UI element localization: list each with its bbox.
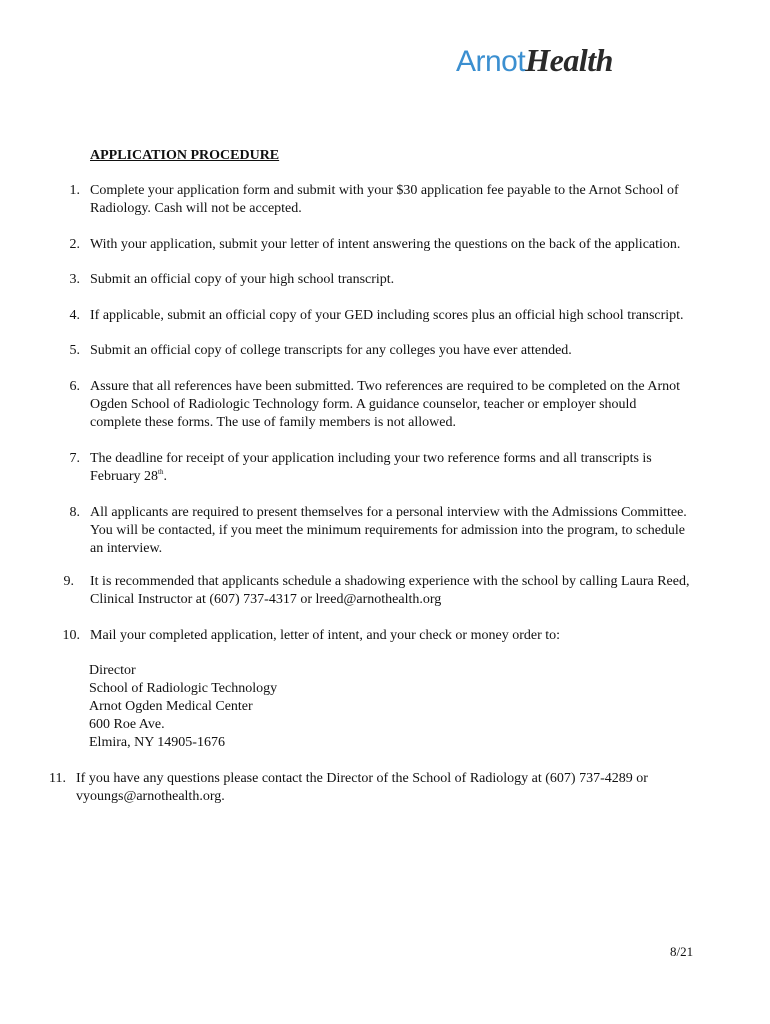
deadline-date: February 28: [90, 469, 159, 484]
address-line: Director: [89, 663, 136, 678]
revision-date: 8/21: [670, 944, 694, 959]
item-text: [90, 236, 680, 254]
item-text: [90, 504, 687, 558]
page-title: APPLICATION PROCEDURE: [90, 148, 280, 163]
logo-arnot-text: Arnot: [456, 45, 526, 78]
item-text: [90, 573, 689, 609]
item-line: Clinical Instructor at (607) 737-4317 or lreed@arnothealth.org: [90, 592, 442, 607]
address-line: 600 Roe Ave.: [89, 717, 165, 732]
mailing-address: [89, 662, 277, 752]
item-line: All applicants are required to present themselves for a personal interview with the Admissions Committee.: [90, 505, 687, 520]
item-text: [90, 307, 684, 325]
item-text: [90, 627, 560, 645]
item-line: The deadline for receipt of your application including your two reference forms and all transcripts is: [90, 451, 652, 466]
logo-health-text: Health: [525, 42, 613, 78]
item-number: 4.: [69, 308, 80, 323]
item-line: It is recommended that applicants schedule a shadowing experience with the school by calling Laura Reed,: [90, 574, 690, 589]
item-number: 2.: [69, 237, 80, 252]
item-line: Submit an official copy of college transcripts for any colleges you have ever attended.: [90, 343, 572, 358]
item-line: Radiology. Cash will not be accepted.: [90, 201, 302, 216]
item-line: Mail your completed application, letter of intent, and your check or money order to:: [90, 628, 561, 643]
item-text: [90, 271, 394, 289]
item-text: [90, 378, 680, 432]
item-text: [76, 770, 648, 806]
item-number: 7.: [69, 451, 80, 466]
address-line: Elmira, NY 14905-1676: [89, 735, 225, 750]
item-line: complete these forms. The use of family members is not allowed.: [90, 415, 456, 430]
item-number: 8.: [69, 505, 80, 520]
arnot-health-logo: [456, 40, 613, 80]
item-line: Complete your application form and submit with your $30 application fee payable to the Arnot School of: [90, 183, 679, 198]
item-line: an interview.: [90, 541, 163, 556]
item-line: If applicable, submit an official copy of your GED including scores plus an official high school transcript.: [90, 308, 684, 323]
item-number: 5.: [69, 343, 80, 358]
item-line: Assure that all references have been submitted. Two references are required to be completed on the Arnot: [90, 379, 681, 394]
item-number: 6.: [69, 379, 80, 394]
item-line: Submit an official copy of your high school transcript.: [90, 272, 395, 287]
address-line: School of Radiologic Technology: [89, 681, 278, 696]
item-line: If you have any questions please contact the Director of the School of Radiology at (607) 737-4289 or: [76, 771, 648, 786]
address-line: Arnot Ogden Medical Center: [89, 699, 253, 714]
item-number: 1.: [69, 183, 80, 198]
item-line: With your application, submit your letter of intent answering the questions on the back of the application.: [90, 237, 681, 252]
deadline-period: .: [163, 469, 167, 484]
item-number: 3.: [69, 272, 80, 287]
item-text: [90, 450, 652, 486]
item-number: 11.: [49, 771, 66, 786]
item-text: [90, 342, 572, 360]
item-line: vyoungs@arnothealth.org.: [76, 789, 225, 804]
item-number: 9.: [63, 574, 74, 589]
deadline-superscript: th: [158, 468, 164, 476]
item-text: [90, 182, 679, 218]
item-number: 10.: [62, 628, 80, 643]
deadline-line: [90, 468, 652, 486]
item-line: Ogden School of Radiologic Technology form. A guidance counselor, teacher or employer should: [90, 397, 637, 412]
item-line: You will be contacted, if you meet the minimum requirements for admission into the program, to schedule: [90, 523, 686, 538]
